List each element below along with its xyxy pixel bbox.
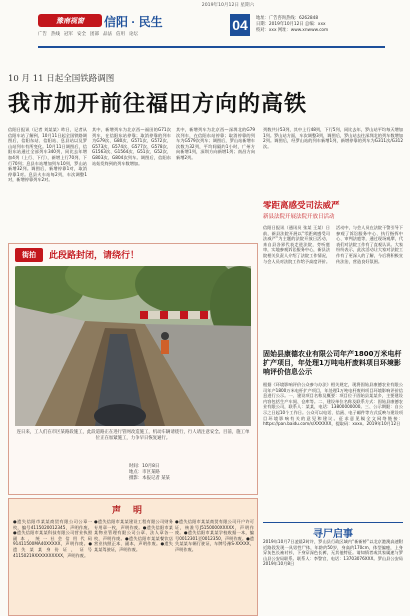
nav-item: 热线 (51, 32, 60, 37)
seeking-notice-body: 2019年10月7日凌晨2时许，罗山县行政区域内“新新桥”以北京港澳高速附近路段发现一具男性尸体，年龄约50岁，身高约170cm，体型偏瘦，上身穿灰色长袖衬衫，下身穿深色长裤，无其他特征。请知情者或其家属速与罗山县公安局联系。联系人：李警官，电话：13703076XXX。罗山县公安局 2019年10月8日 (263, 539, 403, 567)
seeking-notice-title: 寻尸启事 (263, 522, 403, 537)
nav-item: 信用 (116, 32, 125, 37)
issue-date: 2019年10月12日 星期六 (201, 3, 255, 8)
nav-item: 团部 (90, 32, 99, 37)
notice-box (8, 498, 258, 616)
side-story-body (263, 225, 403, 345)
notice-column: ●遗失信阳市某某商贸有限公司开户许可证，核准号J5150000XXXXX，声明作废。●遗失信阳市某某学校收据一本，编号0012301至0012350，声明作废。●遗失某某车辆行驶证，车牌号豫S·XXXXX，声明作废。 (175, 519, 254, 552)
nav-item: 安全 (77, 32, 86, 37)
nav-item: 品法 (103, 32, 112, 37)
environmental-notice-body: 根据《环境影响评价公众参与办法》相关规定，现将固始县康德农业有限公司年产1800万米电杆扩产项目，年处理1万吨电杆废料项目环境影响评价信息进行公示。一、建设项目名称及概要：项目位于固始县某某乡，主要建设内容包括生产车间、仓库等。二、建设单位名称及联系方式：固始县康德农业有限公司，联系人：某某，电话：13800000000。三、公示期限：自公示之日起10个工作日。公众可以电话、信函、电子邮件等方式反映与建设项目环境影响有关的意见和建议。征求意见稿全文网络链接：https://pan.baidu.com/s/XXXXXX，提取码：xxxx。2019年10月12日 (263, 382, 403, 427)
environmental-notice (263, 350, 403, 520)
notice-column: ●遗失信阳市某某建设工程有限公司财务专用章一枚，声明作废。●遗失信阳市某某物业管理有限公司公章、法人章各一枚，声明作废。●遗失信阳市某某餐饮店营业执照正本、副本，声明作废。●遗失某某驾驶证，声明作废。 (94, 519, 173, 552)
masthead-rule (38, 46, 385, 48)
street-photo-tag: 街拍 (15, 248, 43, 262)
photo-headline: 此段路封闭，请绕行！ (49, 251, 140, 261)
notice-title: 声明 (111, 506, 154, 516)
photo-place: 地点：市区某路 (129, 470, 160, 475)
road-construction-photo (15, 266, 251, 426)
photo-info (129, 464, 249, 490)
photo-caption: 连日来，工人们在市区某路段施工，此段道路正在进行管网改造施工，机动车辆请绕行，行人请注意安全。目前，施工单位正在加紧施工，力争早日恢复通行。 (16, 430, 250, 441)
masthead-nav (38, 31, 188, 40)
photo-time: 时间：10月8日 (129, 464, 160, 469)
masthead-info-line: 校对：xxx 网址：www.xnwww.com (256, 28, 329, 33)
side-story-column: 信阳日报讯（通讯员 张某 王某）日前，新县法院开展以“零距离感受司法威严”为主题的法院开放日活动，来自县各界代表走进法院，旁听庭审，实地参观诉讼服务中心，新县法院相关负责人介绍了法院工作情况，与会人员对法院工作给予高度评价。 (263, 225, 330, 264)
photo-credit: 摄影：本报记者 某某 (129, 476, 170, 481)
notice-column: ●遗失信阳市某某商贸有限公司公章一枚，编号4115020012345，声明作废。●遗失信阳市某某科技有限公司营业执照副本，统一社会信用代码91411500MA40XXXXX，声明作废。●遗失某某身份证，证号41150219XXXXXXXXXX，声明作废。 (13, 519, 92, 558)
masthead-info (256, 16, 386, 40)
nav-item: 冠军 (64, 32, 73, 37)
article-column: 信阳日报讯（记者 刘某某）昨日，记者从信阳车站了解到，10月11日起全国铁路调图后，信阳东站、信阳站、息县站以及罗山站列车有所变化。10月11日调图后，信阳东站通过全部列车340列，同比去年增加4列（上行、下行），新增上行70列、下行70列；息县车站增加列车10列，罗山站新增32列。调图后，新增停靠1对，取消停靠1对。息县火车站每2列，车次调整1对，新增停靠列车2对。 (8, 127, 87, 183)
masthead (38, 10, 385, 42)
seeking-notice (263, 522, 403, 614)
section-title: 信阳 · 民生 (104, 15, 163, 29)
environmental-notice-title: 固始县康德农业有限公司年产1800万米电杆扩产项目，年处理1万吨电杆废料项目环境影响评价信息公示 (263, 350, 402, 377)
article-column: 其中，新增列车为北京西—福田的G71次列车，在信阳东站停靠；取消停靠的列车为G79次、G80次、G571次、G572次、G573次、G574次、G577次、G578次、G1563次、G1564次、G51次、G52次、G803次、G804次列车。调图后，信阳东站始发终到的列车数增加。 (92, 127, 171, 166)
street-photo-box (8, 243, 258, 495)
side-story-deck: 新县法院开展法院开放日活动 (263, 214, 335, 220)
masthead-info-line: 日期：2019年10月12日 总编：xxx (256, 22, 326, 27)
article-column: 列数共计53列，其中上行48列，下行5列，同比去年，罗山站平均每天增加1列。罗山站方面，车次调整3列，调图后，罗山站去往深圳北的列车数增加2列。调图后，经罗山站的列车新增1列，新增停靠的列车为G311次/G312次。 (263, 127, 403, 149)
newspaper-logo: 豫南视窗 (38, 14, 102, 27)
page-number: 04 (230, 14, 250, 36)
article-body (8, 127, 256, 237)
nav-item: 论坛 (129, 32, 138, 37)
article-headline: 我市加开前往福田方向的高铁 (8, 91, 308, 117)
side-story-column: 活动中，与会人员在法院干警引导下参观了诉讼服务中心、执行指挥中心、审判法庭等，通过现场观摩，代表们对法院工作有了直观认识。大家纷纷表示，此次活动让大家对法院工作有了更深入的了解，今后将积极宣传法治，营造良好氛围。 (336, 225, 403, 264)
road-construction-illustration (15, 266, 251, 426)
masthead-info-line: 地址：广告咨询热线：6262848 (256, 16, 319, 21)
nav-item: 广告 (38, 32, 47, 37)
side-story-headline: 零距离感受司法威严 (263, 201, 340, 211)
article-column: 其中，新增列车为北京西—深圳北的G79次列车，在信阳东站停靠；取消停靠的列车为G579次列车；调图后，罗山站新增车次数为32列，平均间隔约1小时，广州方向新增1列，深圳方向新增1列；南昌方向新增2列。 (176, 127, 255, 160)
article-kicker: 10 月 11 日起全国铁路调图 (8, 74, 115, 84)
